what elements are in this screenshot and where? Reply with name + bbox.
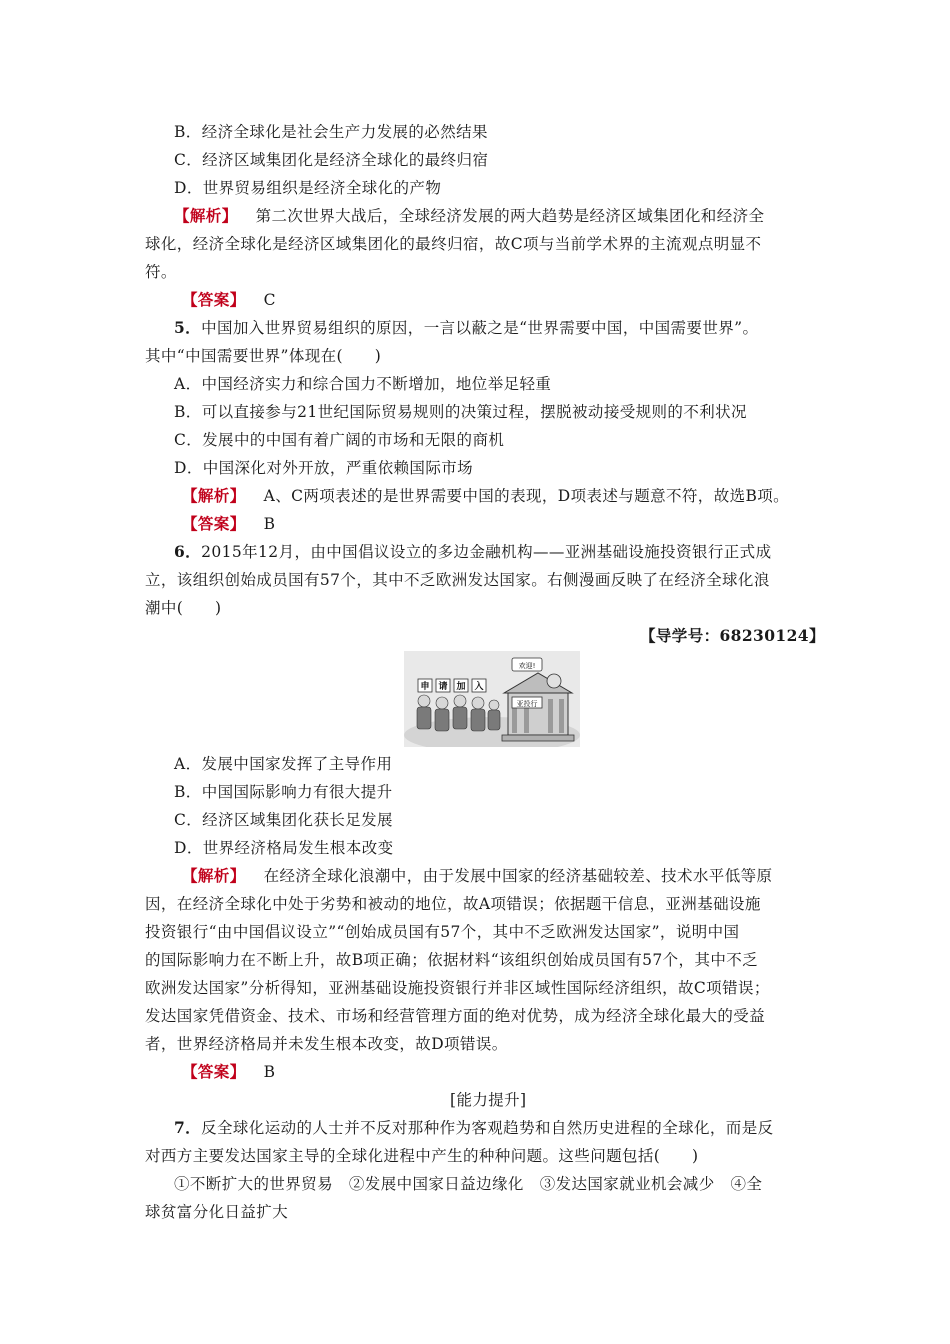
q4-option-b: B．经济全球化是社会生产力发展的必然结果	[174, 123, 488, 141]
section-title: [能力提升]	[450, 1091, 527, 1109]
analysis-tag: 【解析】	[182, 866, 246, 885]
q6-option-b: B．中国国际影响力有很大提升	[174, 783, 393, 801]
q5-number: 5．	[174, 318, 202, 337]
q5-analysis-text: A、C两项表述的是世界需要中国的表现，D项表述与题意不符，故选B项。	[263, 487, 790, 505]
q7-stem-text: 反全球化运动的人士并不反对那种作为客观趋势和自然历史进程的全球化，而是反	[201, 1119, 774, 1137]
q6-analysis-line5: 欧洲发达国家”分析得知，亚洲基础设施投资银行并非区域性国际经济组织，故C项错误；	[145, 979, 770, 997]
q6-guide-number: 【导学号：68230124】	[640, 626, 825, 645]
q5-analysis	[182, 486, 789, 506]
q4-analysis-text: 第二次世界大战后，全球经济发展的两大趋势是经济区域集团化和经济全	[255, 207, 765, 225]
q6-answer	[182, 1062, 275, 1082]
q6-answer-value: B	[263, 1063, 276, 1081]
q5-option-c: C．发展中的中国有着广阔的市场和无限的商机	[174, 431, 505, 449]
q6-cartoon-image	[404, 651, 580, 747]
speech-bubble-text: 欢迎!	[518, 662, 536, 670]
q7-stem-line1	[174, 1118, 774, 1138]
q7-number: 7．	[174, 1118, 202, 1137]
q7-stem-line2: 对西方主要发达国家主导的全球化进程中产生的种种问题。这些问题包括( )	[145, 1147, 699, 1165]
q6-analysis-line2: 因，在经济全球化中处于劣势和被动的地位，故A项错误；依据题干信息，亚洲基础设施	[145, 895, 761, 913]
q4-option-c: C．经济区域集团化是经济全球化的最终归宿	[174, 151, 489, 169]
q4-analysis-line3: 符。	[145, 263, 177, 281]
q6-stem-line2: 立，该组织创始成员国有57个，其中不乏欧洲发达国家。右侧漫画反映了在经济全球化浪	[145, 571, 770, 589]
bank-sign: 亚投行	[516, 700, 538, 708]
q6-option-c: C．经济区域集团化获长足发展	[174, 811, 393, 829]
q6-stem-line3: 潮中( )	[145, 599, 222, 617]
q4-option-d: D．世界贸易组织是经济全球化的产物	[174, 179, 442, 197]
q4-analysis-line2: 球化，经济全球化是经济区域集团化的最终归宿，故C项与当前学术界的主流观点明显不	[145, 235, 762, 253]
placard-3: 加	[456, 682, 466, 692]
q4-answer-value: C	[263, 291, 276, 309]
q6-analysis-first-line	[182, 866, 772, 886]
q6-stem-text: 2015年12月，由中国倡议设立的多边金融机构——亚洲基础设施投资银行正式成	[201, 543, 772, 561]
q5-answer-value: B	[263, 515, 276, 533]
q6-analysis-line3: 投资银行“由中国倡议设立”“创始成员国有57个，其中不乏欧洲发达国家”，说明中国	[145, 923, 740, 941]
answer-tag: 【答案】	[182, 514, 246, 533]
answer-tag: 【答案】	[182, 1062, 246, 1081]
q5-option-d: D．中国深化对外开放，严重依赖国际市场	[174, 459, 474, 477]
answer-tag: 【答案】	[182, 290, 246, 309]
analysis-tag: 【解析】	[174, 206, 238, 225]
q5-option-b: B．可以直接参与21世纪国际贸易规则的决策过程，摆脱被动接受规则的不利状况	[174, 403, 747, 421]
q5-stem-text: 中国加入世界贸易组织的原因，一言以蔽之是“世界需要中国，中国需要世界”。	[201, 319, 759, 337]
q5-option-a: A．中国经济实力和综合国力不断增加，地位举足轻重	[174, 375, 552, 393]
q4-analysis-first-line	[174, 206, 764, 226]
placard-4: 入	[474, 682, 484, 692]
q6-stem-line1	[174, 542, 771, 562]
q6-number: 6．	[174, 542, 202, 561]
q5-stem-line1	[174, 318, 758, 338]
q6-analysis-line4: 的国际影响力在不断上升，故B项正确；依据材料“该组织创始成员国有57个，其中不乏	[145, 951, 759, 969]
q6-analysis-text: 在经济全球化浪潮中，由于发展中国家的经济基础较差、技术水平低等原	[263, 867, 773, 885]
q5-answer	[182, 514, 275, 534]
placard-1: 申	[420, 682, 430, 692]
placard-2: 请	[438, 682, 448, 692]
q7-items-line1: ①不断扩大的世界贸易 ②发展中国家日益边缘化 ③发达国家就业机会减少 ④全	[174, 1175, 763, 1193]
q5-stem-line2: 其中“中国需要世界”体现在( )	[145, 347, 382, 365]
q6-option-d: D．世界经济格局发生根本改变	[174, 839, 394, 857]
q4-answer	[182, 290, 276, 310]
q6-analysis-line6: 发达国家凭借资金、技术、市场和经营管理方面的绝对优势，成为经济全球化最大的受益	[145, 1007, 766, 1025]
q6-analysis-line7: 者，世界经济格局并未发生根本改变，故D项错误。	[145, 1035, 508, 1053]
q6-option-a: A．发展中国家发挥了主导作用	[174, 755, 393, 773]
analysis-tag: 【解析】	[182, 486, 246, 505]
q7-items-line2: 球贫富分化日益扩大	[145, 1203, 289, 1221]
